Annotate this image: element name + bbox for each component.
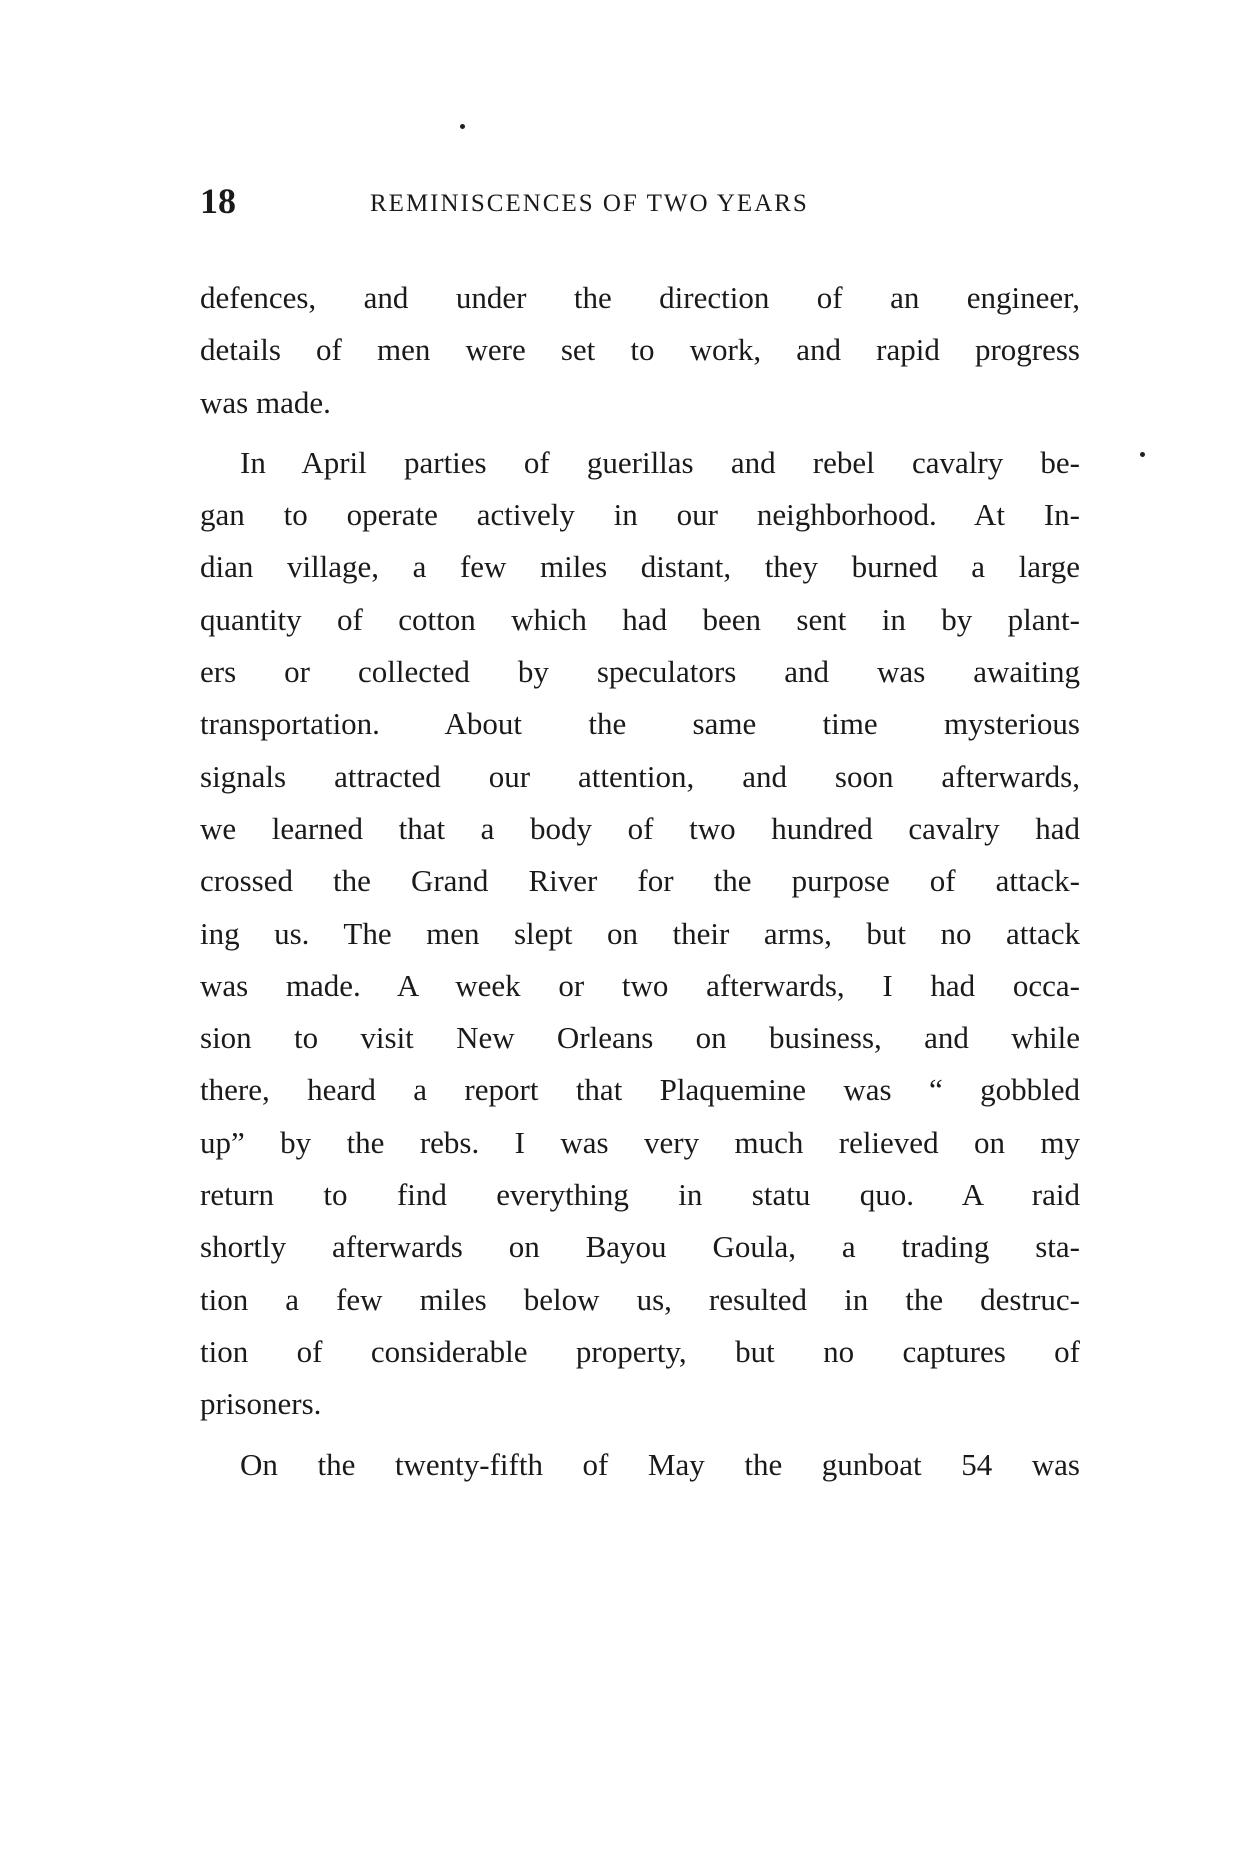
- text-line: prisoners.: [200, 1386, 322, 1422]
- text-line: we learned that a body of two hundred cavalry had: [200, 810, 1080, 846]
- text-line: tion a few miles below us, resulted in the destruc-: [200, 1281, 1080, 1317]
- text-line: transportation. About the same time mysterious: [200, 706, 1080, 742]
- text-line: crossed the Grand River for the purpose of attack-: [200, 863, 1080, 899]
- text-line: gan to operate actively in our neighborhood. At In-: [200, 497, 1080, 533]
- text-line: defences, and under the direction of an engineer,: [200, 280, 1080, 315]
- page-number: 18: [200, 181, 236, 221]
- running-head: REMINISCENCES OF TWO YEARS: [370, 190, 809, 217]
- text-line: there, heard a report that Plaquemine was “ gobbled: [200, 1072, 1080, 1108]
- text-line: ing us. The men slept on their arms, but no attack: [200, 915, 1080, 951]
- text-line: ers or collected by speculators and was awaiting: [200, 654, 1080, 690]
- text-line: details of men were set to work, and rapid progress: [200, 332, 1080, 368]
- text-line: signals attracted our attention, and soon afterwards,: [200, 758, 1080, 794]
- text-line: shortly afterwards on Bayou Goula, a trading sta-: [200, 1229, 1080, 1265]
- page-header: [200, 180, 1100, 240]
- text-line: In April parties of guerillas and rebel cavalry be-: [240, 444, 1080, 480]
- text-line: tion of considerable property, but no captures of: [200, 1333, 1080, 1369]
- text-line: On the twenty-fifth of May the gunboat 54 was: [240, 1446, 1080, 1482]
- text-line: was made.: [200, 384, 331, 420]
- text-line: return to find everything in statu quo. A raid: [200, 1177, 1080, 1213]
- text-line: sion to visit New Orleans on business, and while: [200, 1020, 1080, 1056]
- text-line: up” by the rebs. I was very much relieved on my: [200, 1124, 1080, 1160]
- ink-speck: [1140, 452, 1145, 457]
- text-line: quantity of cotton which had been sent in by plant-: [200, 601, 1080, 637]
- text-line: was made. A week or two afterwards, I had occa-: [200, 967, 1080, 1003]
- text-line: dian village, a few miles distant, they burned a large: [200, 549, 1080, 585]
- ink-speck: [460, 124, 465, 129]
- body-text: [200, 272, 1080, 1491]
